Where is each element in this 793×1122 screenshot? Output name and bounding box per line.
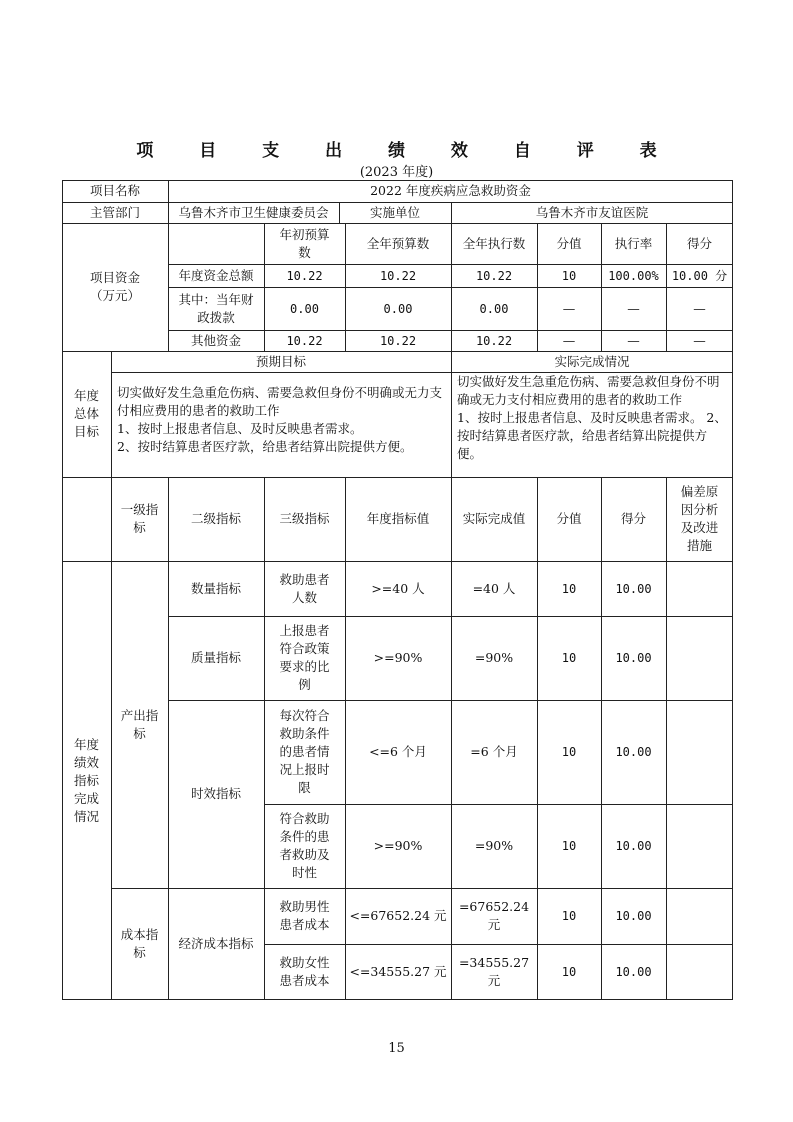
funds-cell: 10 xyxy=(561,268,577,283)
funds-header-initial-budget: 年初预算 数 xyxy=(279,226,330,260)
indicators-section-label: 年度 绩效 指标 完成 情况 xyxy=(73,736,99,824)
ind-target: <=34555.27 元 xyxy=(349,964,447,979)
funds-cell: 10.22 xyxy=(379,333,417,348)
funds-cell: 0.00 xyxy=(383,301,413,316)
ind-actual: =34555.27 元 xyxy=(458,955,530,988)
funds-header-annual-executed: 全年执行数 xyxy=(462,235,526,251)
funds-cell: 100.00% xyxy=(608,268,659,283)
funds-header-execution-rate: 执行率 xyxy=(614,235,653,251)
ind-header-level1: 一级指 标 xyxy=(120,502,159,535)
ind-target: <=6 个月 xyxy=(369,744,427,759)
ind-actual: =40 人 xyxy=(472,580,516,596)
ind-target: >=90% xyxy=(373,650,423,665)
ind-score: 10.00 xyxy=(615,581,652,596)
ind-level3: 上报患者 符合政策 要求的比 例 xyxy=(279,623,330,692)
ind-score: 10.00 xyxy=(615,745,652,759)
dept-value: 乌鲁木齐市卫生健康委员会 xyxy=(178,204,329,220)
ind-level3: 符合救助 条件的患 者救助及 时性 xyxy=(279,811,330,880)
ind-header-score-value: 分值 xyxy=(556,511,582,526)
ind-actual: =90% xyxy=(474,838,514,853)
dept-label: 主管部门 xyxy=(89,204,140,220)
ind-remark xyxy=(666,944,733,1000)
ind-actual: =6 个月 xyxy=(470,744,518,759)
page-number: 15 xyxy=(388,1041,405,1056)
project-name-value: 2022 年度疾病应急救助资金 xyxy=(370,183,531,198)
funds-cell: — xyxy=(627,332,640,348)
unit-value: 乌鲁木齐市友谊医院 xyxy=(535,204,649,220)
funds-cell: — xyxy=(693,332,706,348)
page-title: 项 目 支 出 绩 效 自 评 表 xyxy=(136,141,677,161)
funds-cell: — xyxy=(693,300,706,316)
ind-level3: 每次符合 救助条件 的患者情 况上报时 限 xyxy=(279,708,330,795)
funds-cell: 10.00 分 xyxy=(671,268,728,283)
funds-cell: 10.22 xyxy=(475,268,513,283)
ind-level3: 救助患者 人数 xyxy=(279,571,330,605)
ind-remark xyxy=(666,616,733,700)
actual-goal-header: 实际完成情况 xyxy=(554,353,630,369)
level1-output: 产出指 标 xyxy=(120,707,159,741)
ind-header-level2: 二级指标 xyxy=(190,511,241,526)
ind-actual: =90% xyxy=(474,650,514,665)
level2-economic-cost: 经济成本指标 xyxy=(178,936,254,951)
ind-header-level3: 三级指标 xyxy=(279,511,330,526)
ind-remark xyxy=(666,888,733,944)
ind-score-value: 10 xyxy=(561,909,577,923)
ind-header-actual: 实际完成值 xyxy=(462,511,526,526)
ind-score-value: 10 xyxy=(561,651,577,665)
ind-header-target: 年度指标值 xyxy=(366,511,430,526)
project-name-label: 项目名称 xyxy=(89,183,140,198)
ind-remark xyxy=(666,561,733,616)
funds-cell: 0.00 xyxy=(479,301,509,316)
ind-header-deviation: 偏差原 因分析 及改进 措施 xyxy=(680,484,719,553)
ind-score-value: 10 xyxy=(561,581,577,596)
expected-goal-header: 预期目标 xyxy=(255,353,306,369)
ind-target: >=90% xyxy=(373,838,423,853)
funds-cell: 10.22 xyxy=(286,333,323,348)
ind-score: 10.00 xyxy=(615,651,652,665)
ind-target: <=67652.24 元 xyxy=(349,908,447,923)
funds-cell: — xyxy=(562,300,576,316)
level1-cost: 成本指 标 xyxy=(120,927,159,960)
actual-goal-text: 切实做好发生急重危伤病、需要急救但身份不明确或无力支付相应费用的患者的救助工作 1、按时上报患者信息、及时反映患者需求。 2、按时结算患者医疗款，给患者结算出院提供方便。 xyxy=(457,374,727,461)
funds-cell: 10.22 xyxy=(286,268,323,283)
funds-row-label: 其他资金 xyxy=(190,332,241,348)
level2-quality: 质量指标 xyxy=(190,650,241,665)
ind-header-score: 得分 xyxy=(620,511,646,526)
ind-level3: 救助男性 患者成本 xyxy=(279,899,330,932)
ind-actual: =67652.24 元 xyxy=(458,899,530,932)
funds-cell: 10.22 xyxy=(475,333,513,348)
ind-score: 10.00 xyxy=(615,909,652,923)
funds-header-score-value: 分值 xyxy=(556,235,582,251)
funds-header-score: 得分 xyxy=(686,235,712,251)
ind-score: 10.00 xyxy=(615,839,652,853)
unit-label: 实施单位 xyxy=(369,204,420,220)
funds-cell: 0.00 xyxy=(290,301,319,316)
ind-score-value: 10 xyxy=(561,745,577,759)
funds-cell: — xyxy=(562,332,576,348)
funds-cell: — xyxy=(627,300,640,316)
ind-remark xyxy=(666,700,733,804)
funds-label: 项目资金 （万元） xyxy=(89,270,140,303)
level2-timeliness: 时效指标 xyxy=(190,786,241,801)
expected-goal-text: 切实做好发生急重危伤病、需要急救但身份不明确或无力支付相应费用的患者的救助工作 1、按时上报患者信息、及时反映患者需求。 2、按时结算患者医疗款，给患者结算出院提供方便。 xyxy=(117,385,443,454)
funds-row-label: 年度资金总额 xyxy=(178,267,254,283)
ind-level3: 救助女性 患者成本 xyxy=(279,955,330,988)
funds-header-annual-budget: 全年预算数 xyxy=(366,235,430,251)
level2-quantity: 数量指标 xyxy=(190,580,241,596)
ind-remark xyxy=(666,804,733,888)
ind-score-value: 10 xyxy=(561,965,577,979)
goals-label: 年度 总体 目标 xyxy=(73,388,99,439)
funds-cell: 10.22 xyxy=(379,268,417,283)
page-subtitle: (2023 年度) xyxy=(359,165,434,180)
ind-target: >=40 人 xyxy=(371,580,425,596)
funds-row-label: 其中：当年财 政拨款 xyxy=(178,291,254,325)
ind-score-value: 10 xyxy=(561,839,577,853)
ind-score: 10.00 xyxy=(615,965,652,979)
